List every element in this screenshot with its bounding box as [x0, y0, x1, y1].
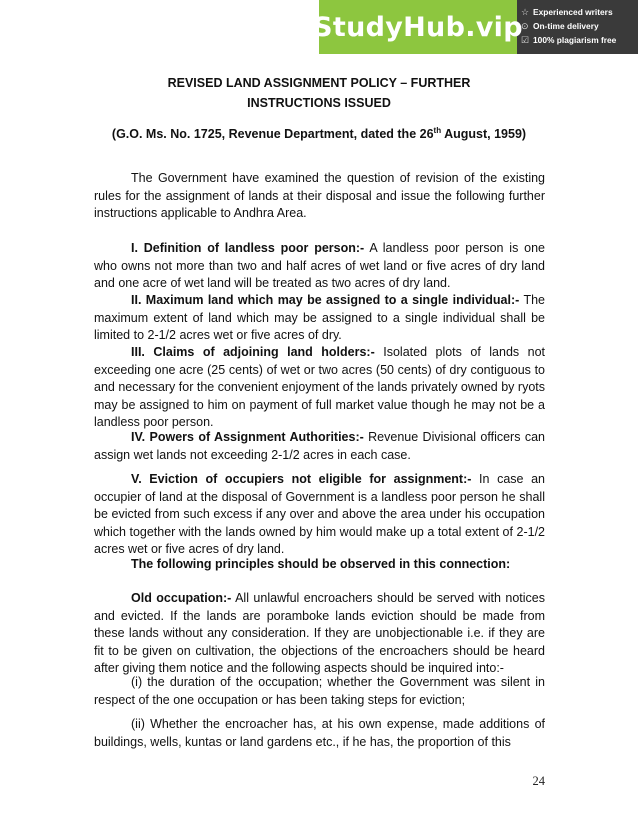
clock-icon: ⊙ [521, 20, 529, 31]
item-ii-paragraph [94, 716, 545, 751]
section-1-paragraph [94, 240, 545, 293]
star-icon: ☆ [521, 6, 530, 17]
intro-paragraph [94, 170, 545, 223]
perk-label: Experienced writers [533, 7, 613, 17]
go-date-suffix: th [433, 126, 442, 135]
document-check-icon: ☑ [521, 34, 530, 45]
perk-item [521, 33, 638, 47]
perks-list [517, 0, 638, 54]
section-1-body: A landless poor person is one who owns not more than two and half acres of wet land or five acres of dry land and one acre of wet land will be treated as two acres of dry land. [94, 241, 545, 290]
perk-item [521, 19, 638, 33]
item-i-paragraph [94, 674, 545, 709]
principles-paragraph [94, 556, 545, 574]
section-3-heading: III. Claims of adjoining land holders:- [131, 345, 375, 359]
principles-heading: The following principles should be observed in this connection: [131, 557, 511, 571]
document-title-line-2: INSTRUCTIONS ISSUED [247, 96, 391, 110]
section-5-paragraph [94, 471, 545, 559]
perk-item [521, 5, 638, 19]
section-3-body: Isolated plots of lands not exceeding one acre (25 cents) of wet or two acres (50 cents) of dry contiguous to and necessary for the convenient enjoyment of the lands privately owned by ryots may be assigned to him on payment of full market value though he may not be a landless poor person. [94, 345, 545, 429]
section-5-body: In case an occupier of land at the disposal of Government is a landless poor person he shall be evicted from such excess if any over and above the area under his occupation which together with the lands owned by him would make up a total extent of 2-1/2 acres wet or five acres of dry land. [94, 472, 545, 556]
section-5-heading: V. Eviction of occupiers not eligible for assignment:- [131, 472, 472, 486]
section-1-heading: I. Definition of landless poor person:- [131, 241, 365, 255]
section-4-body: Revenue Divisional officers can assign wet lands not exceeding 2-1/2 acres in each case. [94, 430, 545, 462]
brand-logo[interactable]: StudyHub.vip [319, 0, 517, 54]
section-2-body: The maximum extent of land which may be assigned to a single individual shall be limited to 2-1/2 acres wet or five acres of dry. [94, 293, 545, 342]
item-i-text: (i) the duration of the occupation; whether the Government was silent in respect of the one occupation or has been taking steps for eviction; [94, 675, 545, 707]
section-4-heading: IV. Powers of Assignment Authorities:- [131, 430, 364, 444]
ad-banner[interactable] [313, 0, 638, 54]
item-ii-text: (ii) Whether the encroacher has, at his own expense, made additions of buildings, wells, kuntas or land gardens etc., if he has, the proportion of this [94, 717, 545, 749]
page-number: 24 [532, 774, 545, 788]
section-2-paragraph [94, 292, 545, 345]
old-occupation-body: All unlawful encroachers should be served with notices and evicted. If the lands are poramboke lands eviction should be made from these lands without any consideration. If they are unobjectionable i.e. if they are fit to be given on cultivation, the objections of the encroachers should be heard after giving them notice and the following aspects should be inquired into:- [94, 591, 545, 675]
section-3-paragraph [94, 344, 545, 432]
document-title-line-1: REVISED LAND ASSIGNMENT POLICY – FURTHER [167, 76, 471, 90]
go-reference-text: (G.O. Ms. No. 1725, Revenue Department, dated the 26 [111, 127, 434, 142]
perk-label: On-time delivery [533, 21, 599, 31]
go-reference-date: August, 1959) [441, 127, 527, 142]
section-2-heading: II. Maximum land which may be assigned to a single individual:- [131, 293, 520, 307]
intro-text: The Government have examined the question of revision of the existing rules for the assignment of lands at their disposal and issue the following further instructions applicable to Andhra Area. [94, 171, 545, 220]
government-order-reference [0, 126, 638, 141]
old-occupation-paragraph [94, 590, 545, 678]
section-4-paragraph [94, 429, 545, 464]
perk-label: 100% plagiarism free [533, 35, 617, 45]
old-occupation-heading: Old occupation:- [131, 591, 232, 605]
